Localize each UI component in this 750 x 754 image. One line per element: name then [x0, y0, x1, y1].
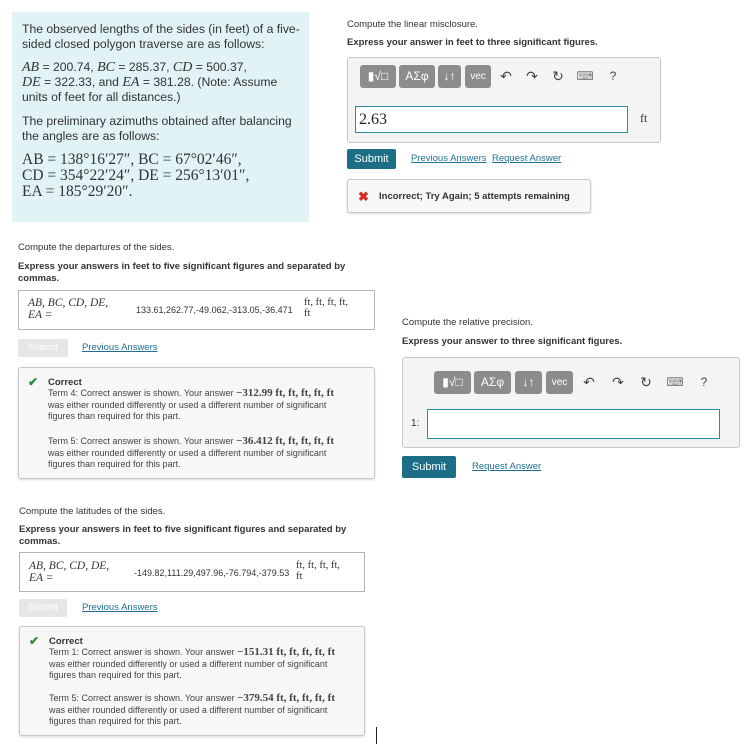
- misclosure-answer-input[interactable]: 2.63: [355, 106, 628, 133]
- reset-icon[interactable]: ↻: [640, 374, 652, 390]
- departures-submit-button[interactable]: Submit: [18, 339, 68, 357]
- misclosure-prompt: Compute the linear misclosure.: [347, 19, 478, 30]
- latitudes-instruction: Express your answers in feet to five significant figures and separated by commas.: [19, 524, 347, 547]
- correct-check-icon: ✔: [29, 634, 40, 648]
- misclosure-instruction: Express your answer in feet to three significant figures.: [347, 37, 598, 48]
- keyboard-icon[interactable]: ⌨: [576, 69, 594, 83]
- precision-submit-button[interactable]: Submit: [402, 456, 456, 478]
- azimuth-line-3: EA = 185°29′20″.: [22, 183, 133, 200]
- departures-previous-answers-link[interactable]: Previous Answers: [82, 342, 158, 353]
- templates-button[interactable]: ▮√□: [434, 371, 471, 394]
- departures-feedback: [18, 367, 375, 479]
- vec-button[interactable]: vec: [465, 65, 491, 88]
- symbols-button[interactable]: ΑΣφ: [399, 65, 435, 88]
- latitudes-field-label: AB, BC, CD, DE, EA =: [29, 560, 110, 584]
- precision-answer-input[interactable]: [427, 409, 720, 439]
- latitudes-feedback-title: Correct: [49, 636, 83, 647]
- latitudes-answer-input[interactable]: -149.82,111.29,497.96,-76.794,-379.53: [134, 568, 290, 578]
- latitudes-feedback: [19, 626, 365, 736]
- precision-prompt: Compute the relative precision.: [402, 317, 533, 328]
- departures-term-note-b: Term 5: Correct answer is shown. Your answer −36.412 ft, ft, ft, ft, ft was either rounded differently or used a different number of significant figures than required for this part.: [48, 435, 334, 469]
- departures-answer-input[interactable]: 133.61,262.77,-49.062,-313.05,-36.471: [136, 305, 293, 315]
- sort-button[interactable]: ↓↑: [438, 65, 461, 88]
- misclosure-answer-panel: [347, 57, 661, 143]
- keyboard-icon[interactable]: ⌨: [666, 375, 684, 389]
- departures-field-label: AB, BC, CD, DE, EA =: [28, 297, 109, 321]
- misclosure-feedback-text: Incorrect; Try Again; 5 attempts remaining: [379, 191, 570, 202]
- azimuth-line-2: CD = 354°22′24″, DE = 256°13′01″,: [22, 167, 250, 184]
- misclosure-submit-button[interactable]: Submit: [347, 149, 396, 169]
- latitudes-term-note-a: Term 1: Correct answer is shown. Your answer −151.31 ft, ft, ft, ft, ft was either rounded differently or used a different number of significant figures than required for this part.: [49, 646, 335, 680]
- problem-text-azimuths-intro: The preliminary azimuths obtained after balancing the angles are as follows:: [22, 114, 292, 143]
- help-icon[interactable]: ?: [700, 375, 708, 389]
- redo-icon[interactable]: ↷: [612, 374, 624, 390]
- undo-icon[interactable]: ↶: [500, 68, 512, 84]
- reset-icon[interactable]: ↻: [552, 68, 564, 84]
- departures-term-note-a: Term 4: Correct answer is shown. Your answer −312.99 ft, ft, ft, ft, ft was either rounded differently or used a different number of significant figures than required for this part.: [48, 387, 334, 421]
- precision-request-answer-link[interactable]: Request Answer: [472, 461, 542, 472]
- help-icon[interactable]: ?: [609, 69, 617, 83]
- latitudes-answer-field: [19, 552, 365, 592]
- problem-statement: [12, 12, 309, 222]
- sort-button[interactable]: ↓↑: [515, 371, 542, 394]
- misclosure-request-answer-link[interactable]: Request Answer: [492, 153, 562, 164]
- problem-text-lengths: The observed lengths of the sides (in feet) of a five-sided closed polygon traverse are as follows:: [22, 22, 300, 51]
- vec-button[interactable]: vec: [546, 371, 573, 394]
- misclosure-feedback: [347, 179, 591, 213]
- symbols-button[interactable]: ΑΣφ: [474, 371, 511, 394]
- incorrect-icon: ✖: [358, 189, 369, 204]
- correct-check-icon: ✔: [28, 375, 39, 389]
- departures-units: ft, ft, ft, ft, ft: [304, 297, 349, 319]
- latitudes-term-note-b: Term 5: Correct answer is shown. Your answer −379.54 ft, ft, ft, ft, ft was either rounded differently or used a different number of significant figures than required for this part.: [49, 692, 335, 726]
- azimuth-line-1: AB = 138°16′27″, BC = 67°02′46″,: [22, 151, 242, 168]
- departures-feedback-title: Correct: [48, 377, 82, 388]
- redo-icon[interactable]: ↷: [526, 68, 538, 84]
- latitudes-units: ft, ft, ft, ft, ft: [296, 560, 341, 582]
- latitudes-previous-answers-link[interactable]: Previous Answers: [82, 602, 158, 613]
- precision-instruction: Express your answer to three significant figures.: [402, 336, 623, 347]
- latitudes-prompt: Compute the latitudes of the sides.: [19, 506, 166, 517]
- departures-instruction: Express your answers in feet to five significant figures and separated by commas.: [18, 261, 346, 284]
- precision-answer-panel: [402, 357, 740, 448]
- problem-text-values: AB = 200.74, BC = 285.37, CD = 500.37, DE = 322.33, and EA = 381.28. (Note: Assume units of feet for all distances.): [22, 60, 278, 104]
- undo-icon[interactable]: ↶: [583, 374, 595, 390]
- templates-button[interactable]: ▮√□: [360, 65, 396, 88]
- text-cursor: [376, 727, 377, 744]
- latitudes-submit-button[interactable]: Submit: [19, 599, 67, 617]
- misclosure-previous-answers-link[interactable]: Previous Answers: [411, 153, 487, 164]
- misclosure-unit: ft: [640, 111, 648, 125]
- departures-prompt: Compute the departures of the sides.: [18, 242, 175, 253]
- ratio-label: 1:: [411, 418, 420, 429]
- departures-answer-field: [18, 290, 375, 330]
